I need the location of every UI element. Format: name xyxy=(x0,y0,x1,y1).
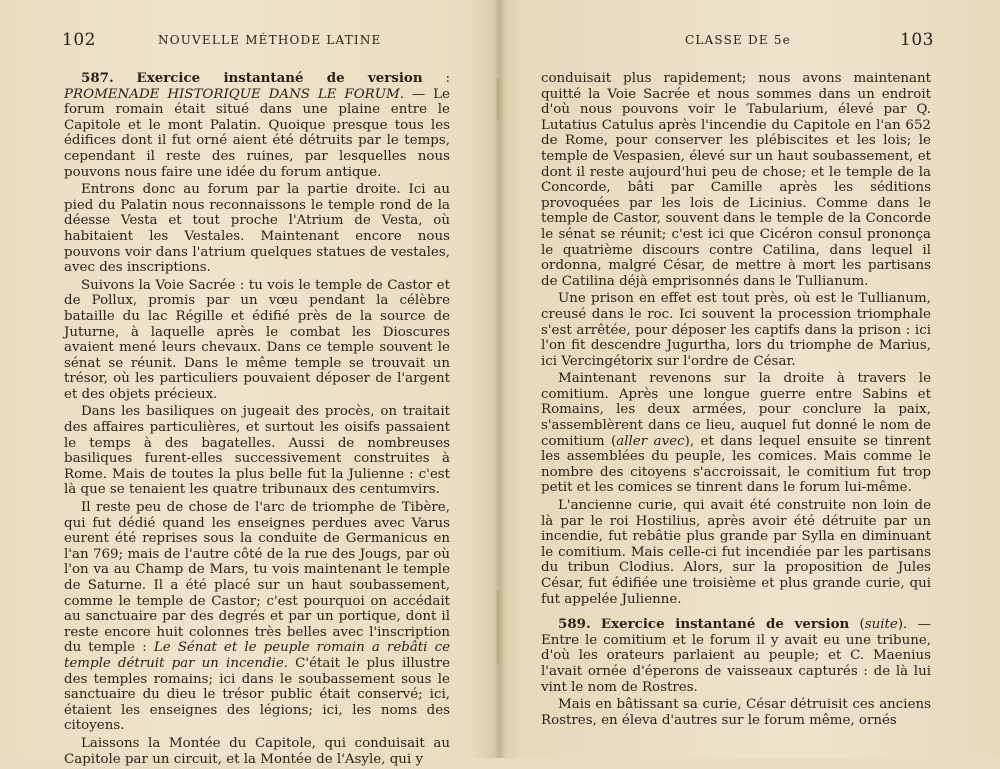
exercise-number: 587. xyxy=(81,70,114,86)
paragraph: Entrons donc au forum par la partie droite. Ici au pied du Palatin nous reconnaissons le temple rond de la déesse Vesta et tout proche l'Atrium de Vesta, où habitaient les Vestales. Maintenant encore nous pouvons voir dans l'atrium quelques statues de vestales, avec des inscriptions. xyxy=(64,182,450,276)
running-head: NOUVELLE MÉTHODE LATINE xyxy=(158,33,382,47)
exercise-589 xyxy=(541,617,931,695)
running-head: CLASSE DE 5e xyxy=(685,33,791,47)
exercise-label: Exercice instantané de version xyxy=(600,616,850,633)
exercise-title: PROMENADE HISTORIQUE DANS LE FORUM. xyxy=(64,86,405,102)
page-header xyxy=(0,30,497,52)
paragraph: L'ancienne curie, qui avait été construite non loin de là par le roi Hostilius, après avoir été détruite par un incendie, fut rebâtie plus grande par Sylla en diminuant le comitium. Mais celle-ci fut incendiée par les partisans du tribun Clodius. Alors, sur la proposition de Jules César, fut édifiée une troisième et plus grande curie, qui fut appelée Julienne. xyxy=(541,498,931,607)
paragraph-text: ), et dans lequel ensuite se tinrent les assemblées du peuple, les comices. Mais comme le nombre des citoyens s'accroissait, le comitium fut trop petit et les comices se tinrent dans le forum lui-même. xyxy=(541,433,931,496)
page-body xyxy=(541,71,931,730)
paragraph: Suivons la Voie Sacrée : tu vois le temple de Castor et de Pollux, promis par un vœu pendant la célèbre bataille du lac Régille et édifié près de la source de Juturne, à laquelle après le combat les Dioscures avaient mené leurs chevaux. Dans ce temple souvent le sénat se réunit. Dans le même temple se trouvait un trésor, où les particuliers pouvaient déposer de l'argent et des objets précieux. xyxy=(64,277,450,402)
right-page xyxy=(503,0,1000,758)
paragraph xyxy=(541,371,931,496)
gutter-mark-line xyxy=(497,78,499,120)
paragraph-text: ). — Entre le comitium et le forum il y avait eu une tribune, d'où les orateurs parlaient au peuple; et C. Maenius l'avait ornée d'éperons de vaisseaux capturés : de là lui vint le nom de Rostres. xyxy=(541,617,931,695)
inscription-quote: Le Sénat et le peuple romain a rebâti ce temple détruit par un incendie. xyxy=(64,640,450,671)
exercise-587 xyxy=(64,71,450,180)
paragraph: Laissons la Montée du Capitole, qui conduisait au Capitole par un circuit, et la Montée de l'Asyle, qui y xyxy=(64,735,450,767)
gutter-mark-line xyxy=(497,590,499,665)
paragraph: Une prison en effet est tout près, où est le Tullianum, creusé dans le roc. Ici souvent la procession triomphale s'est arrêtée, pour déposer les captifs dans la prison : ici l'on fit descendre Jugurtha, lors du triomphe de Marius, ici Vercingétorix sur l'ordre de César. xyxy=(541,291,931,369)
left-page xyxy=(0,0,497,767)
paragraph-text: C'était le plus illustre des temples romains; ici dans le soubassement sous le sanctuaire du dieu le trésor public était conservé; ici, étaient les enseignes des légions; ici, les noms des citoyens. xyxy=(64,655,450,734)
exercise-label: Exercice instantané de version xyxy=(136,70,423,86)
page-header xyxy=(503,30,1000,52)
paragraph xyxy=(64,500,450,734)
punctuation: : xyxy=(422,71,450,86)
page-number: 103 xyxy=(900,30,934,50)
page-number: 102 xyxy=(62,30,96,50)
paragraph-text: — Le forum romain était situé dans une plaine entre le Capitole et le mont Palatin. Quoique presque tous les édifices dont il fut orné aient été détruits par le temps, cependant il reste des ruines, par lesquelles nous pouvons nous faire une idée du forum antique. xyxy=(64,86,450,180)
exercise-number: 589. xyxy=(558,616,591,633)
page-body xyxy=(64,71,450,769)
exercise-suite: suite xyxy=(864,617,898,633)
paragraph: Mais en bâtissant sa curie, César détruisit ces anciens Rostres, en éleva d'autres sur le forum même, ornés xyxy=(541,697,931,728)
paragraph: Dans les basiliques on jugeait des procès, on traitait des affaires particulières, et surtout les oisifs passaient le temps à des bagatelles. Aussi de nombreuses basiliques furent-elles successivement construites à Rome. Mais de toutes la plus belle fut la Julienne : c'est là que se tenaient les quatre tribunaux des centumvirs. xyxy=(64,404,450,498)
paragraph-text: Il reste peu de chose de l'arc de triomphe de Tibère, qui fut dédié quand les enseignes perdues avec Varus eurent été reprises sous la conduite de Germanicus en l'an 769; mais de l'autre côté de la rue des Jougs, par où l'on va au Champ de Mars, tu vois maintenant le temple de Saturne. Il a été placé sur un haut soubassement, comme le temple de Castor; c'est pourquoi on accédait au sanctuaire par des degrés et par un portique, dont il reste encore huit colonnes très belles avec l'inscription du temple : xyxy=(64,500,450,656)
paragraph: conduisait plus rapidement; nous avons maintenant quitté la Voie Sacrée et nous sommes dans un endroit d'où nous pouvons voir le Tabularium, élevé par Q. Lutatius Catulus après l'incendie du Capitole en l'an 652 de Rome, pour conserver les plébiscites et les lois; le temple de Vespasien, élevé sur un haut soubassement, et dont il reste aujourd'hui peu de chose; et le temple de la Concorde, bâti par Camille après les séditions provoquées par les lois de Licinius. Comme dans le temple de Castor, souvent dans le temple de la Concorde le sénat se réunit; c'est ici que Cicéron consul prononça le quatrième discours contre Catilina, dans lequel il ordonna, malgré César, de mettre à mort les partisans de Catilina déjà emprisonnés dans le Tullianum. xyxy=(541,71,931,289)
punctuation: ( xyxy=(849,617,865,633)
latin-gloss: aller avec xyxy=(616,433,685,449)
paragraph-text: Maintenant revenons sur la droite à travers le comitium. Après une longue guerre entre Sabins et Romains, les deux armées, pour conclure la paix, s'assemblèrent dans ce lieu, auquel fut donné le nom de comitium ( xyxy=(541,371,931,449)
